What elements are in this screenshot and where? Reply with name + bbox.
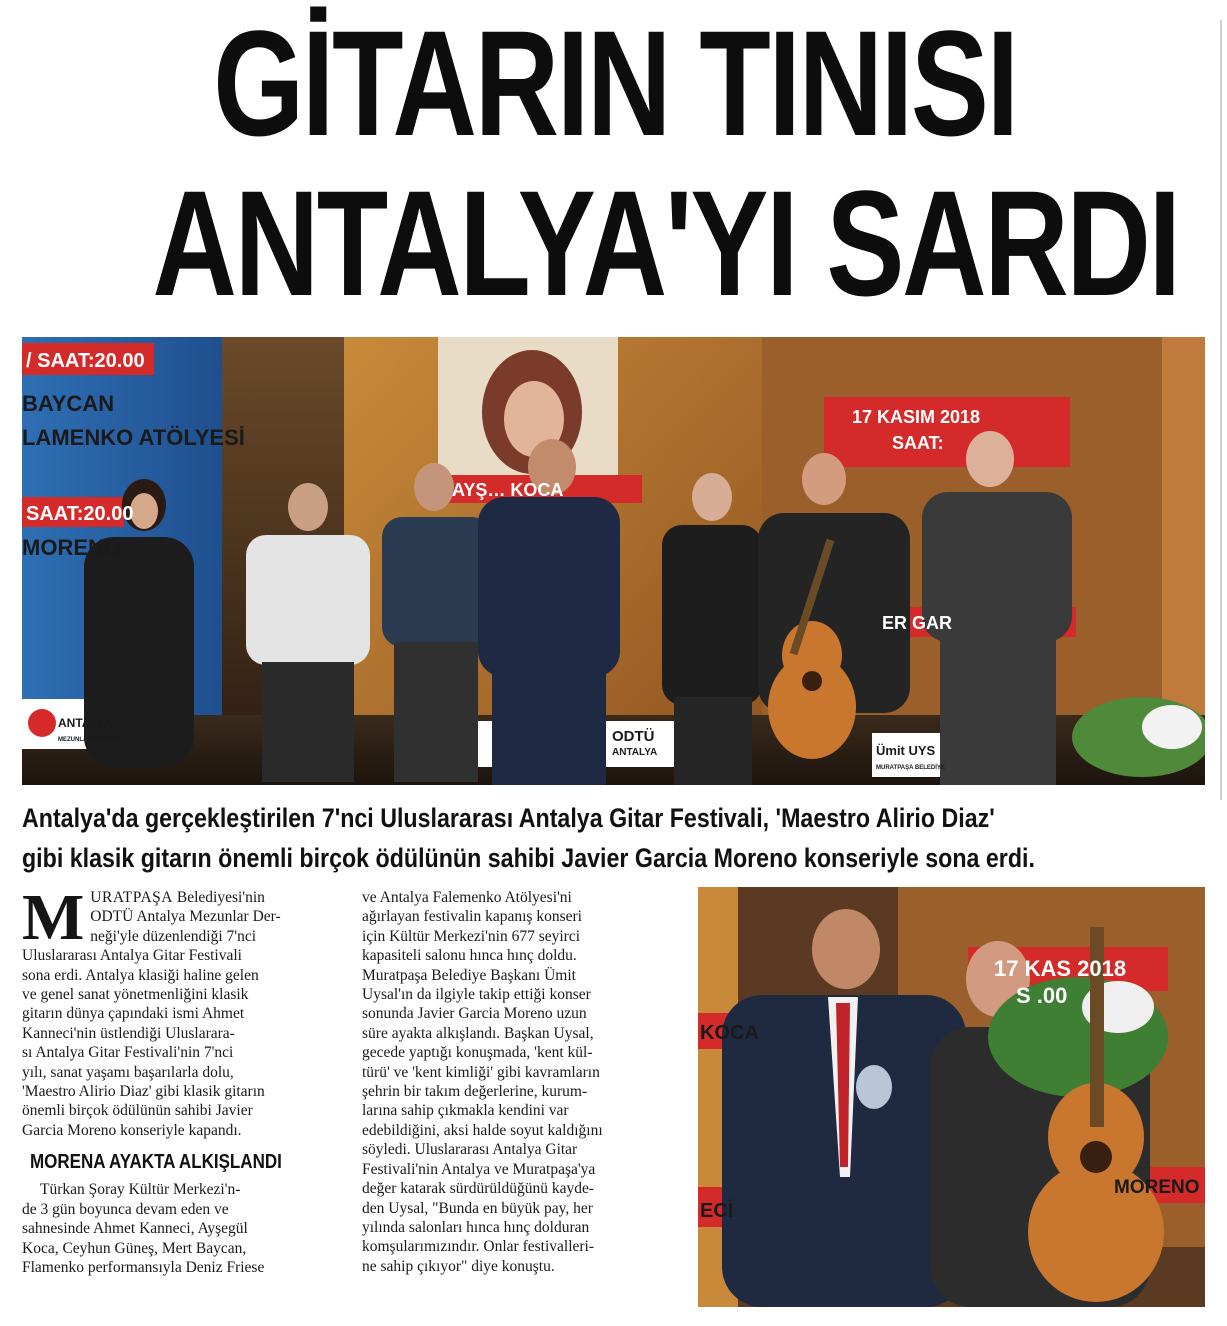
logo-odtu-left-text: ANTALYA [58,716,113,730]
paragraph-2: Türkan Şoray Kültür Merkezi'n- de 3 gün boyunca devam eden ve sahnesinde Ahmet Kanneci, Ayşegül Koca, Ceyhun Güneş, Mert Baycan, Flamenko performansıyla Deniz Friese [22,1181,265,1276]
banner-text-baycan: BAYCAN [22,391,115,416]
logo-odtu-sub: ANTALYA [612,747,658,758]
drop-cap: M [22,881,85,954]
banner-text-saat: SAAT: [892,433,944,453]
logo-umit-sub: MURATPAŞA BELEDİYE [876,765,945,771]
banner-text-date: 17 KASIM 2018 [852,407,981,427]
headline-line-1: GİTARIN TINISI [213,0,1017,167]
banner-text-time-1: / SAAT:20.00 [26,350,145,372]
deck-line-2: gibi klasik gitarın önemli birçok ödülünün sahibi Javier Garcia Moreno konseriyle sona erdi. [22,843,1035,873]
banner-text-moreno: MORENO [22,535,121,560]
lead-text: Belediyesi'nin ODTÜ Antalya Mezunlar Der- neği'yle düzenlendiği 7'nci Uluslararası Antalya Gitar Festivali sona erdi. Antalya klasiği haline gelen ve genel sanat yönetmenliğini klasik gitarın dünya çapındaki ismi Ahmet Kanneci'nin üstlendiği Uluslarara- sı Antalya Gitar Festivali'nin 7'nci yılı, sanat yaşamı başarılarla dolu, 'Maestro Alirio Diaz' gibi klasik gitarın önemli birçok ödülünün sahibi Javier Garcia Moreno konseriyle kapandı. [22,889,281,1139]
main-photo [22,337,1205,785]
article-deck [22,798,1208,878]
paragraph-3: ve Antalya Falemenko Atölyesi'ni ağırlayan festivalin kapanış konseri için Kültür Merkezi'nin 677 seyirci kapasiteli salonu hınca hınç doldu. Muratpaşa Belediye Başkanı Ümit Uysal'ın da ilgiyle takip ettiği konser sonunda Javier Garcia Moreno uzun süre ayakta alkışlandı. Başkan Uysal, gecede yaptığı konuşmada, 'kent kül- türü' ve 'kent kimliği' gibi kavramların şehrin bir takım değerlerine, kurum- larına sahip çıkmakla kendini var edebildiğini, aksi halde soyut kaldığını söyledi. Uluslararası Antalya Gitar Festivali'nin Antalya ve Muratpaşa'ya değer katarak sürdürüldüğünü kayde- den Uysal, "Bunda en büyük pay, her yılında salonları hınca hınç dolduran komşularımızındır. Onlar festivalleri- ne sahip çıkıyor" diye konuştu. [362,889,603,1275]
logo-odtu-text: ODTÜ [612,728,655,745]
small-banner-date: 17 KAS 2018 [994,956,1127,981]
banner-text-name: AYŞ… KOCA [452,480,564,500]
headline-line-2: ANTALYA'YI SARDI [152,159,1179,327]
small-banner-moreno: MORENO [1114,1177,1200,1198]
secondary-photo [698,887,1205,1307]
article-column-2 [362,888,678,1276]
logo-odtu-left-sub: MEZUNLAR DERNEĞİ [58,737,121,743]
article-column-1 [22,881,338,1277]
banner-text-right-name: ER GAR [882,613,953,633]
deck-line-1: Antalya'da gerçekleştirilen 7'nci Uluslararası Antalya Gitar Festivali, 'Maestro Alirio Diaz' [22,803,995,833]
banner-text-flamenko: LAMENKO ATÖLYESİ [22,425,245,450]
small-banner-koca: KOCA [700,1022,759,1044]
banner-text-time-2: SAAT:20.00 [26,503,134,525]
subheading: MORENA AYAKTA ALKIŞLANDI [30,1151,282,1174]
small-banner-time: S .00 [1016,983,1068,1008]
small-banner-eci: ECİ [700,1200,734,1222]
lead-caps: URATPAŞA [90,889,173,906]
logo-umit-text: Ümit UYS [876,743,936,758]
page-edge-rule [1220,20,1222,800]
